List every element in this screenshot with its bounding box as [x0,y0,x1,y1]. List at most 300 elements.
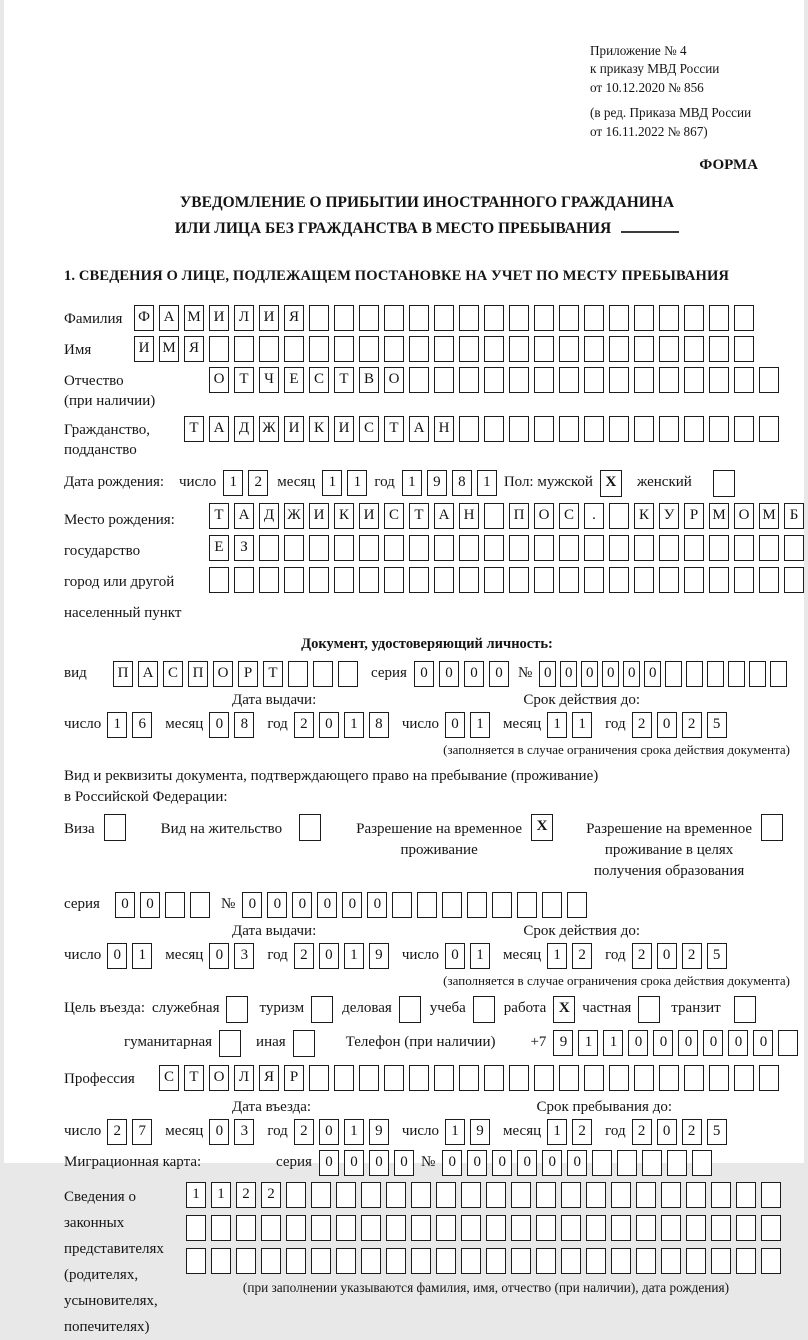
form-cell[interactable] [417,892,437,918]
form-cell[interactable]: 0 [242,892,262,918]
form-cell[interactable] [459,1065,479,1091]
form-cell[interactable] [684,416,704,442]
purpose-work-checkbox[interactable] [553,996,580,1023]
form-cell[interactable] [311,1248,331,1274]
form-cell[interactable] [509,305,529,331]
form-cell[interactable] [361,1182,381,1208]
form-cell[interactable]: 0 [703,1030,723,1056]
form-cell[interactable] [684,367,704,393]
form-cell[interactable] [409,567,429,593]
form-cell[interactable] [584,367,604,393]
form-cell[interactable]: Я [184,336,204,362]
form-cell[interactable] [336,1215,356,1241]
form-cell[interactable]: 1 [603,1030,623,1056]
form-cell[interactable]: К [634,503,654,529]
form-cell[interactable] [659,367,679,393]
birthplace-row2-cells[interactable] [209,535,808,561]
entry-day-cells[interactable] [107,1119,157,1145]
form-cell[interactable]: Т [334,367,354,393]
form-cell[interactable]: 9 [427,470,447,496]
form-cell[interactable]: 1 [578,1030,598,1056]
form-cell[interactable]: 0 [445,943,465,969]
form-cell[interactable] [586,1182,606,1208]
doc-issue-day-cells[interactable] [107,712,157,738]
sex-female-checkbox[interactable] [713,470,740,497]
form-cell[interactable] [559,535,579,561]
form-cell[interactable] [484,567,504,593]
form-cell[interactable] [534,305,554,331]
stay-month-cells[interactable] [547,1119,597,1145]
form-cell[interactable]: 1 [445,1119,465,1145]
form-cell[interactable] [484,1065,504,1091]
form-cell[interactable] [211,1215,231,1241]
form-cell[interactable] [309,567,329,593]
form-cell[interactable] [459,336,479,362]
form-cell[interactable]: 0 [539,661,556,687]
form-cell[interactable]: 1 [347,470,367,496]
form-cell[interactable]: О [534,503,554,529]
form-cell[interactable] [634,416,654,442]
patronymic-cells[interactable] [209,367,784,393]
form-cell[interactable] [692,1150,712,1176]
form-cell[interactable] [293,1030,315,1057]
form-cell[interactable] [384,305,404,331]
form-cell[interactable] [709,367,729,393]
form-cell[interactable]: 9 [470,1119,490,1145]
form-cell[interactable]: Е [209,535,229,561]
form-cell[interactable]: X [600,470,622,497]
form-cell[interactable] [711,1248,731,1274]
form-cell[interactable] [334,305,354,331]
form-cell[interactable] [770,661,787,687]
form-cell[interactable] [734,336,754,362]
form-cell[interactable] [384,567,404,593]
form-cell[interactable]: 5 [707,943,727,969]
form-cell[interactable]: 0 [657,1119,677,1145]
form-cell[interactable]: 1 [470,943,490,969]
form-cell[interactable]: 0 [319,943,339,969]
form-cell[interactable] [734,305,754,331]
form-cell[interactable]: Ж [259,416,279,442]
doc-series-cells[interactable] [414,661,514,687]
form-cell[interactable]: И [359,503,379,529]
form-cell[interactable] [359,305,379,331]
form-cell[interactable]: 0 [140,892,160,918]
form-cell[interactable] [459,567,479,593]
form-cell[interactable] [336,1182,356,1208]
form-cell[interactable] [486,1248,506,1274]
form-cell[interactable] [638,996,660,1023]
form-cell[interactable] [299,814,321,841]
form-cell[interactable] [761,814,783,841]
form-cell[interactable]: 1 [344,943,364,969]
form-cell[interactable]: 2 [261,1182,281,1208]
form-cell[interactable] [778,1030,798,1056]
form-cell[interactable] [384,1065,404,1091]
form-cell[interactable] [461,1215,481,1241]
form-cell[interactable] [659,305,679,331]
form-cell[interactable] [104,814,126,841]
residence-checkbox[interactable] [299,814,326,841]
form-cell[interactable] [709,416,729,442]
form-cell[interactable]: М [759,503,779,529]
legal-row1-cells[interactable] [186,1182,786,1208]
form-cell[interactable] [759,567,779,593]
form-cell[interactable]: М [709,503,729,529]
form-cell[interactable]: П [113,661,133,687]
form-cell[interactable] [586,1215,606,1241]
form-cell[interactable]: А [234,503,254,529]
form-cell[interactable] [661,1182,681,1208]
form-cell[interactable]: 1 [572,712,592,738]
form-cell[interactable] [284,535,304,561]
form-cell[interactable] [661,1248,681,1274]
form-cell[interactable] [411,1215,431,1241]
form-cell[interactable]: 8 [369,712,389,738]
form-cell[interactable] [309,1065,329,1091]
form-cell[interactable]: 1 [322,470,342,496]
form-cell[interactable] [334,535,354,561]
form-cell[interactable] [634,367,654,393]
form-cell[interactable] [711,1215,731,1241]
form-cell[interactable] [636,1182,656,1208]
form-cell[interactable] [659,1065,679,1091]
form-cell[interactable] [409,305,429,331]
form-cell[interactable] [186,1248,206,1274]
form-cell[interactable]: А [209,416,229,442]
form-cell[interactable]: С [309,367,329,393]
permit-issue-day-cells[interactable] [107,943,157,969]
form-cell[interactable]: Е [284,367,304,393]
form-cell[interactable]: 0 [753,1030,773,1056]
form-cell[interactable] [311,1182,331,1208]
form-cell[interactable] [584,1065,604,1091]
form-cell[interactable]: 0 [628,1030,648,1056]
form-cell[interactable] [561,1215,581,1241]
form-cell[interactable] [534,1065,554,1091]
form-cell[interactable]: 1 [547,1119,567,1145]
form-cell[interactable]: 7 [132,1119,152,1145]
form-cell[interactable]: 2 [294,712,314,738]
migration-series-cells[interactable] [319,1150,419,1176]
form-cell[interactable] [361,1215,381,1241]
form-cell[interactable] [592,1150,612,1176]
form-cell[interactable] [534,535,554,561]
birthplace-row1-cells[interactable] [209,503,808,529]
form-cell[interactable] [534,336,554,362]
form-cell[interactable] [634,1065,654,1091]
form-cell[interactable]: 0 [369,1150,389,1176]
form-cell[interactable] [709,336,729,362]
form-cell[interactable] [559,567,579,593]
form-cell[interactable]: А [138,661,158,687]
form-cell[interactable]: 0 [439,661,459,687]
form-cell[interactable] [642,1150,662,1176]
form-cell[interactable]: 0 [678,1030,698,1056]
form-cell[interactable]: 1 [470,712,490,738]
form-cell[interactable]: 0 [728,1030,748,1056]
form-cell[interactable] [286,1215,306,1241]
form-cell[interactable]: 0 [209,943,229,969]
form-cell[interactable]: Т [234,367,254,393]
form-cell[interactable] [484,503,504,529]
form-cell[interactable]: Т [209,503,229,529]
form-cell[interactable] [609,535,629,561]
form-cell[interactable]: Д [234,416,254,442]
form-cell[interactable] [611,1248,631,1274]
form-cell[interactable]: 9 [553,1030,573,1056]
form-cell[interactable] [484,336,504,362]
form-cell[interactable] [707,661,724,687]
form-cell[interactable]: Я [259,1065,279,1091]
form-cell[interactable] [511,1248,531,1274]
legal-row3-cells[interactable] [186,1248,786,1274]
form-cell[interactable] [509,1065,529,1091]
form-cell[interactable] [567,892,587,918]
form-cell[interactable]: 3 [234,1119,254,1145]
form-cell[interactable]: 1 [223,470,243,496]
form-cell[interactable] [190,892,210,918]
form-cell[interactable]: 2 [632,943,652,969]
form-cell[interactable]: О [213,661,233,687]
form-cell[interactable] [665,661,682,687]
form-cell[interactable] [461,1248,481,1274]
form-cell[interactable] [284,567,304,593]
form-cell[interactable] [734,367,754,393]
form-cell[interactable]: X [553,996,575,1023]
form-cell[interactable] [659,416,679,442]
form-cell[interactable] [338,661,358,687]
form-cell[interactable] [511,1215,531,1241]
form-cell[interactable] [309,535,329,561]
form-cell[interactable] [313,661,333,687]
form-cell[interactable] [259,535,279,561]
purpose-humanitarian-checkbox[interactable] [219,1030,246,1057]
form-cell[interactable]: 0 [267,892,287,918]
form-cell[interactable] [434,567,454,593]
form-cell[interactable]: Б [784,503,804,529]
form-cell[interactable] [536,1182,556,1208]
form-cell[interactable] [686,1248,706,1274]
form-cell[interactable]: 0 [344,1150,364,1176]
form-cell[interactable] [617,1150,637,1176]
form-cell[interactable]: 9 [369,943,389,969]
form-cell[interactable]: 8 [452,470,472,496]
form-cell[interactable] [492,892,512,918]
form-cell[interactable]: 0 [107,943,127,969]
form-cell[interactable] [584,535,604,561]
form-cell[interactable]: 1 [402,470,422,496]
form-cell[interactable] [399,996,421,1023]
form-cell[interactable]: Т [384,416,404,442]
form-cell[interactable]: И [284,416,304,442]
form-cell[interactable]: 0 [644,661,661,687]
form-cell[interactable] [686,661,703,687]
form-cell[interactable]: 2 [632,712,652,738]
form-cell[interactable] [684,336,704,362]
form-cell[interactable] [709,567,729,593]
form-cell[interactable] [509,367,529,393]
form-cell[interactable]: М [159,336,179,362]
form-cell[interactable] [384,535,404,561]
form-cell[interactable] [536,1215,556,1241]
form-cell[interactable]: 1 [344,1119,364,1145]
form-cell[interactable] [559,1065,579,1091]
legal-row2-cells[interactable] [186,1215,786,1241]
form-cell[interactable] [736,1182,756,1208]
birth-month-cells[interactable] [322,470,372,496]
form-cell[interactable]: 2 [107,1119,127,1145]
form-cell[interactable] [409,336,429,362]
form-cell[interactable] [711,1182,731,1208]
form-cell[interactable] [684,567,704,593]
edu-permit-checkbox[interactable] [761,814,788,841]
form-cell[interactable] [359,1065,379,1091]
form-cell[interactable] [559,336,579,362]
form-cell[interactable] [713,470,735,497]
form-cell[interactable] [734,416,754,442]
form-cell[interactable] [409,367,429,393]
doc-valid-day-cells[interactable] [445,712,495,738]
form-cell[interactable]: З [234,535,254,561]
form-cell[interactable]: К [309,416,329,442]
form-cell[interactable]: И [309,503,329,529]
form-cell[interactable] [686,1215,706,1241]
form-cell[interactable]: X [531,814,553,841]
form-cell[interactable] [511,1182,531,1208]
form-cell[interactable] [636,1248,656,1274]
form-cell[interactable]: С [159,1065,179,1091]
form-cell[interactable]: 0 [342,892,362,918]
form-cell[interactable] [411,1182,431,1208]
form-cell[interactable] [459,367,479,393]
form-cell[interactable] [234,336,254,362]
form-cell[interactable] [634,336,654,362]
form-cell[interactable]: О [209,1065,229,1091]
form-cell[interactable]: С [163,661,183,687]
purpose-private-checkbox[interactable] [638,996,665,1023]
form-cell[interactable]: И [259,305,279,331]
form-cell[interactable]: А [409,416,429,442]
form-cell[interactable]: 0 [623,661,640,687]
form-cell[interactable]: 1 [344,712,364,738]
form-cell[interactable]: 5 [707,712,727,738]
form-cell[interactable] [436,1182,456,1208]
form-cell[interactable] [386,1182,406,1208]
form-cell[interactable] [165,892,185,918]
form-cell[interactable] [409,1065,429,1091]
form-cell[interactable]: 2 [682,1119,702,1145]
form-cell[interactable]: 0 [467,1150,487,1176]
form-cell[interactable] [434,367,454,393]
form-cell[interactable] [609,305,629,331]
permit-issue-year-cells[interactable] [294,943,394,969]
form-cell[interactable]: 0 [560,661,577,687]
form-cell[interactable]: Д [259,503,279,529]
form-cell[interactable] [234,567,254,593]
form-cell[interactable]: Л [234,305,254,331]
purpose-study-checkbox[interactable] [473,996,500,1023]
form-cell[interactable] [386,1248,406,1274]
form-cell[interactable] [209,336,229,362]
form-cell[interactable]: П [509,503,529,529]
form-cell[interactable]: 2 [682,712,702,738]
form-cell[interactable] [586,1248,606,1274]
form-cell[interactable]: 0 [442,1150,462,1176]
form-cell[interactable]: 2 [236,1182,256,1208]
form-cell[interactable]: 1 [477,470,497,496]
form-cell[interactable]: 0 [657,943,677,969]
form-cell[interactable]: Т [184,416,204,442]
form-cell[interactable]: 9 [369,1119,389,1145]
form-cell[interactable]: А [434,503,454,529]
form-cell[interactable] [584,336,604,362]
form-cell[interactable] [436,1248,456,1274]
form-cell[interactable] [734,535,754,561]
form-cell[interactable] [484,416,504,442]
doc-issue-year-cells[interactable] [294,712,394,738]
form-cell[interactable]: М [184,305,204,331]
form-cell[interactable] [384,336,404,362]
form-cell[interactable] [517,892,537,918]
form-cell[interactable] [784,567,804,593]
form-cell[interactable]: 0 [602,661,619,687]
form-cell[interactable] [561,1182,581,1208]
form-cell[interactable]: Ч [259,367,279,393]
form-cell[interactable] [584,416,604,442]
form-cell[interactable] [442,892,462,918]
form-cell[interactable] [667,1150,687,1176]
form-cell[interactable] [288,661,308,687]
form-cell[interactable] [609,567,629,593]
form-cell[interactable]: 0 [367,892,387,918]
form-cell[interactable] [709,305,729,331]
form-cell[interactable] [484,305,504,331]
form-cell[interactable]: П [188,661,208,687]
form-cell[interactable]: 0 [292,892,312,918]
form-cell[interactable] [734,567,754,593]
form-cell[interactable]: 0 [464,661,484,687]
stay-day-cells[interactable] [445,1119,495,1145]
form-cell[interactable] [634,305,654,331]
form-cell[interactable] [484,367,504,393]
form-cell[interactable] [334,336,354,362]
form-cell[interactable]: 1 [211,1182,231,1208]
form-cell[interactable]: 0 [492,1150,512,1176]
form-cell[interactable] [534,567,554,593]
form-cell[interactable] [219,1030,241,1057]
form-cell[interactable] [559,305,579,331]
form-cell[interactable] [286,1248,306,1274]
form-cell[interactable]: Р [684,503,704,529]
form-cell[interactable]: Н [459,503,479,529]
form-cell[interactable] [284,336,304,362]
form-cell[interactable] [759,416,779,442]
stay-year-cells[interactable] [632,1119,732,1145]
form-cell[interactable]: В [359,367,379,393]
birth-year-cells[interactable] [402,470,502,496]
form-cell[interactable]: 2 [294,943,314,969]
form-cell[interactable] [459,416,479,442]
form-cell[interactable]: 5 [707,1119,727,1145]
form-cell[interactable] [534,416,554,442]
form-cell[interactable] [259,336,279,362]
form-cell[interactable] [584,305,604,331]
form-cell[interactable]: 2 [294,1119,314,1145]
form-cell[interactable] [434,305,454,331]
form-cell[interactable] [226,996,248,1023]
form-cell[interactable] [459,535,479,561]
